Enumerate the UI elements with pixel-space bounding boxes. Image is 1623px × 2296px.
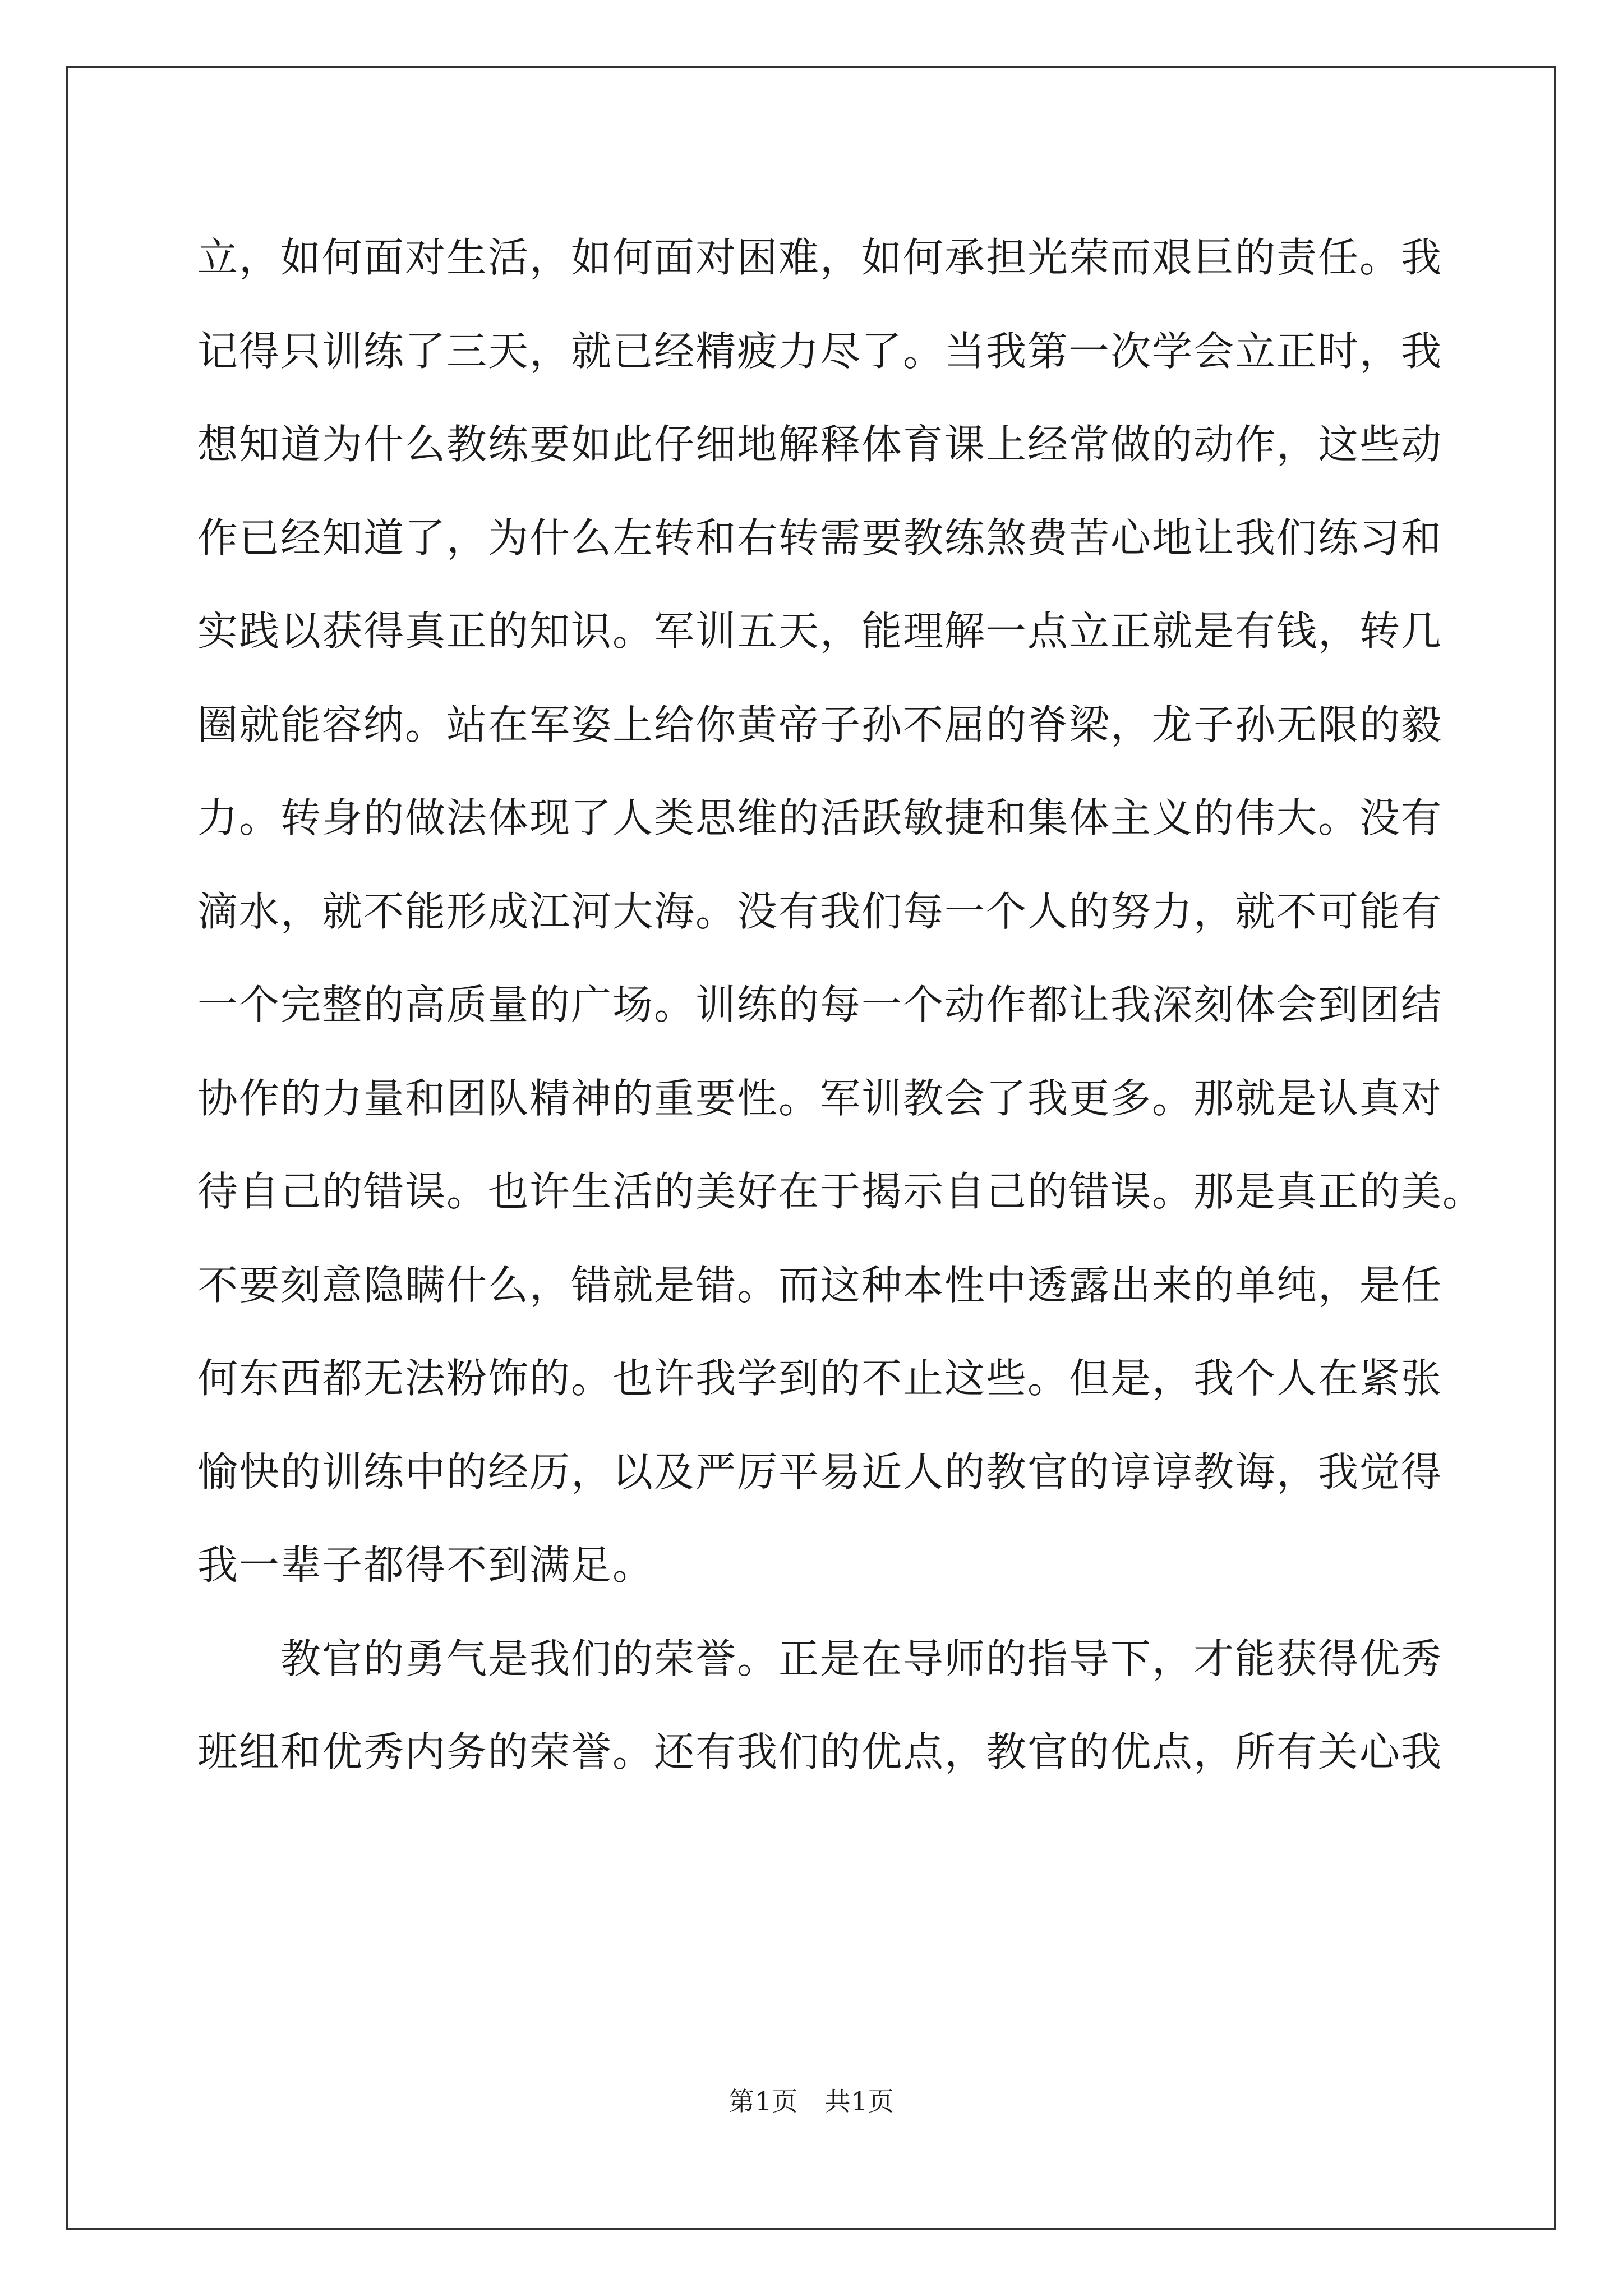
text-line: 想知道为什么教练要如此仔细地解释体育课上经常做的动作，这些动 bbox=[197, 421, 1443, 468]
text-line: 力。转身的做法体现了人类思维的活跃敏捷和集体主义的伟大。没有 bbox=[197, 794, 1443, 841]
text-line: 一个完整的高质量的广场。训练的每一个动作都让我深刻体会到团结 bbox=[197, 981, 1443, 1028]
text-line: 何东西都无法粉饰的。也许我学到的不止这些。但是，我个人在紧张 bbox=[197, 1355, 1443, 1402]
text-line: 我一辈子都得不到满足。 bbox=[197, 1542, 654, 1589]
text-line: 作已经知道了，为什么左转和右转需要教练煞费苦心地让我们练习和 bbox=[197, 514, 1443, 562]
text-line: 不要刻意隐瞒什么，错就是错。而这种本性中透露出来的单纯，是任 bbox=[197, 1261, 1443, 1309]
text-line: 滴水，就不能形成江河大海。没有我们每一个人的努力，就不可能有 bbox=[197, 887, 1443, 935]
text-line: 待自己的错误。也许生活的美好在于揭示自己的错误。那是真正的美。 bbox=[197, 1168, 1484, 1215]
document-body bbox=[197, 211, 1484, 1799]
text-line: 圈就能容纳。站在军姿上给你黄帝子孙不屈的脊梁，龙子孙无限的毅 bbox=[197, 701, 1443, 748]
text-line: 协作的力量和团队精神的重要性。军训教会了我更多。那就是认真对 bbox=[197, 1074, 1443, 1122]
text-line: 班组和优秀内务的荣誉。还有我们的优点，教官的优点，所有关心我 bbox=[197, 1728, 1443, 1775]
text-line: 实践以获得真正的知识。军训五天，能理解一点立正就是有钱，转几 bbox=[197, 608, 1443, 655]
paragraph-start-line: 教官的勇气是我们的荣誉。正是在导师的指导下，才能获得优秀 bbox=[280, 1635, 1443, 1682]
text-line: 愉快的训练中的经历，以及严厉平易近人的教官的谆谆教诲，我觉得 bbox=[197, 1448, 1443, 1496]
text-line: 记得只训练了三天，就已经精疲力尽了。当我第一次学会立正时，我 bbox=[197, 327, 1443, 375]
page-number-footer: 第1页 共1页 bbox=[728, 2086, 895, 2116]
text-line: 立，如何面对生活，如何面对困难，如何承担光荣而艰巨的责任。我 bbox=[197, 234, 1443, 281]
